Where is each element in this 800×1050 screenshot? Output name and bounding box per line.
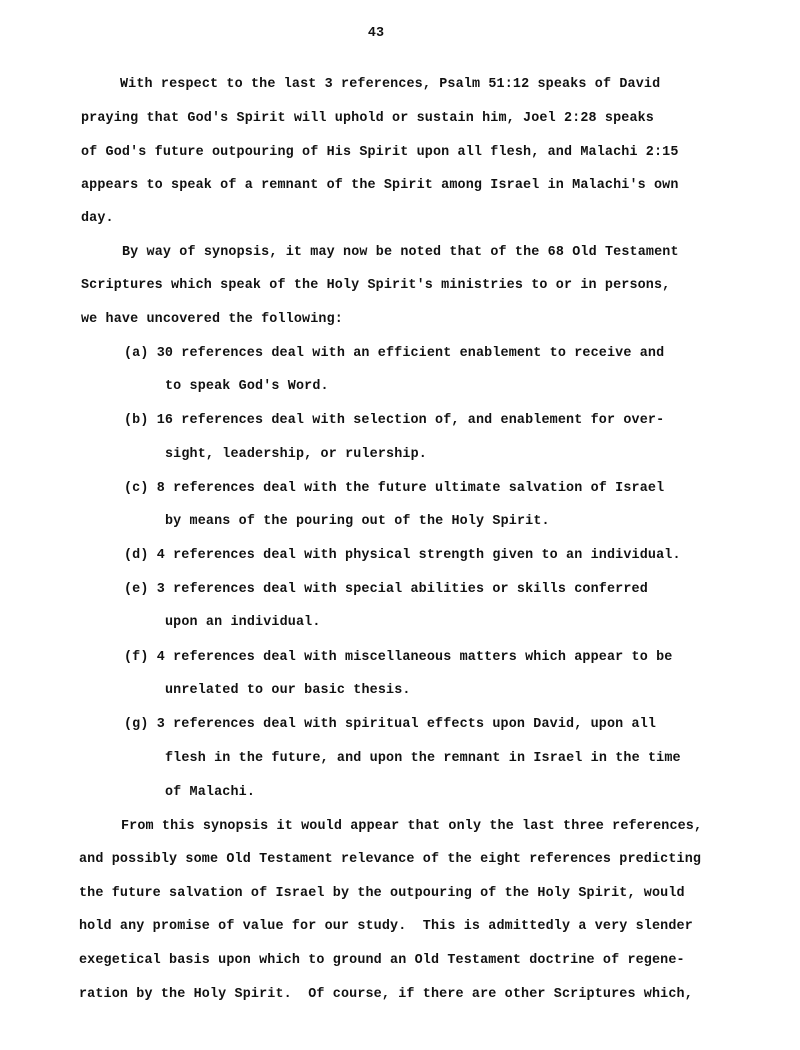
paragraph-1-line-4: appears to speak of a remnant of the Spirit among Israel in Malachi's own [81,178,679,193]
paragraph-1-line-2: praying that God's Spirit will uphold or sustain him, Joel 2:28 speaks [81,111,654,126]
list-item-g-line-1: (g) 3 references deal with spiritual effects upon David, upon all [124,717,657,732]
paragraph-3-line-3: the future salvation of Israel by the outpouring of the Holy Spirit, would [79,886,685,901]
paragraph-3-line-4: hold any promise of value for our study. This is admittedly a very slender [79,919,693,934]
paragraph-3-line-2: and possibly some Old Testament relevance of the eight references predicting [79,852,702,867]
paragraph-1-line-5: day. [81,211,114,226]
paragraph-2-line-3: we have uncovered the following: [81,312,343,327]
paragraph-1-line-3: of God's future outpouring of His Spirit upon all flesh, and Malachi 2:15 [81,145,679,160]
list-item-e-line-1: (e) 3 references deal with special abilities or skills conferred [124,582,648,597]
list-item-c-line-2: by means of the pouring out of the Holy Spirit. [165,514,550,529]
list-item-b-line-2: sight, leadership, or rulership. [165,447,427,462]
paragraph-3-line-5: exegetical basis upon which to ground an Old Testament doctrine of regene- [79,953,685,968]
list-item-b-line-1: (b) 16 references deal with selection of, and enablement for over- [124,413,665,428]
list-item-c-line-1: (c) 8 references deal with the future ultimate salvation of Israel [124,481,665,496]
list-item-g-line-3: of Malachi. [165,785,256,800]
list-item-a-line-2: to speak God's Word. [165,379,329,394]
paragraph-2-line-2: Scriptures which speak of the Holy Spirit's ministries to or in persons, [81,278,671,293]
paragraph-2-line-1: By way of synopsis, it may now be noted that of the 68 Old Testament [122,245,679,260]
list-item-f-line-2: unrelated to our basic thesis. [165,683,411,698]
paragraph-1-line-1: With respect to the last 3 references, Psalm 51:12 speaks of David [120,77,661,92]
page-number: 43 [367,26,385,41]
paragraph-3-line-6: ration by the Holy Spirit. Of course, if there are other Scriptures which, [79,987,693,1002]
list-item-e-line-2: upon an individual. [165,615,321,630]
list-item-d-line-1: (d) 4 references deal with physical strength given to an individual. [124,548,681,563]
paragraph-3-line-1: From this synopsis it would appear that only the last three references, [121,819,703,834]
list-item-g-line-2: flesh in the future, and upon the remnant in Israel in the time [165,751,681,766]
list-item-f-line-1: (f) 4 references deal with miscellaneous matters which appear to be [124,650,673,665]
list-item-a-line-1: (a) 30 references deal with an efficient enablement to receive and [124,346,665,361]
